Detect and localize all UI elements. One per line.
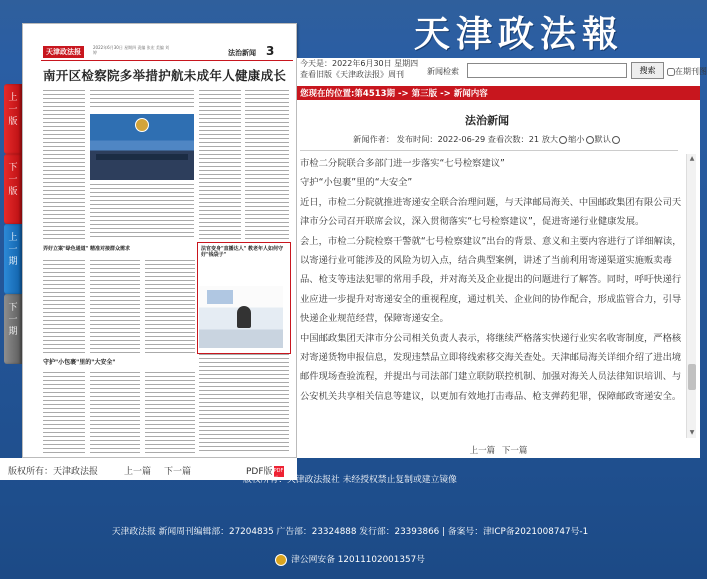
tab-char: 下 [8, 163, 18, 173]
article-prev-link[interactable]: 上一篇 [469, 446, 496, 456]
article-meta-text: 新闻作者： 发布时间：2022-06-29 查看次数：21 放大 [353, 134, 559, 144]
paper-headline: 南开区检察院多举措护航未成年人健康成长 [43, 68, 287, 83]
tab-char: 期 [8, 257, 18, 267]
tab-char: 版 [8, 187, 18, 197]
prev-page-tab[interactable] [4, 84, 22, 154]
breadcrumb: 您现在的位置:第4513期 -> 第三版 -> 新闻内容 [297, 86, 700, 100]
article-title: 法治新闻 [465, 114, 509, 127]
article-footer-nav [297, 444, 700, 456]
paper-section: 法治新闻 [228, 49, 256, 57]
site-footer [0, 475, 700, 579]
article-scrollbar[interactable] [686, 154, 696, 438]
search-button[interactable]: 搜索 [631, 62, 664, 79]
masthead-logo: 天津政法報 [414, 13, 625, 55]
tab-char: 版 [8, 117, 18, 127]
police-record-text: 津公网安备 12011102001357号 [291, 555, 425, 565]
tab-char: 一 [8, 315, 18, 325]
article-paragraph: 守护“小包裹”里的“大安全” [300, 177, 413, 189]
scroll-thumb[interactable] [688, 364, 696, 390]
paper-text-column [199, 90, 241, 240]
paper-meta: 2022年6月30日 星期四 责编 张宏 美编 刘婷 [93, 45, 170, 55]
search-label: 新闻检索 [427, 67, 459, 76]
article-next-link[interactable]: 下一篇 [501, 446, 528, 456]
tab-char: 一 [8, 105, 18, 115]
paper-text-column [199, 354, 289, 454]
today-date: 今天是：2022年6月30日 星期四 [300, 59, 419, 68]
newspaper-page-image[interactable] [22, 23, 297, 458]
zoom-out-radio[interactable] [586, 136, 594, 144]
next-page-tab[interactable] [4, 154, 22, 224]
paper-text-column [145, 372, 195, 454]
default-size-radio[interactable] [612, 136, 620, 144]
paper-logo: 天津政法报 [43, 46, 84, 58]
paper-text-column [90, 260, 140, 354]
paper-copyright: 版权所有：天津政法报 [8, 467, 99, 477]
prev-issue-tab[interactable] [4, 224, 22, 294]
article-paragraph: 会上，市检二分院检察干警就“七号检察建议”出台的背景、意义和主要内容进行了详细解读，以寄递行业可能涉及的风险为切入点，结合典型案例，讲述了当前利用寄递渠道实施贩卖毒品、枪支等违法犯罪的常用手段，并对海关及企业提出的问题进行了解答。同时，呼吁快递行业应进一步提升对寄递安全的重视程度，通过机关、企业间的协作配合，形成监管合力，引导快递企业规范经营，保障寄递安全。 [300, 235, 682, 325]
in-period-option[interactable] [667, 66, 707, 77]
old-paper-link[interactable]: 查看旧版《天津政法报》周刊 [300, 70, 404, 79]
scroll-down-icon[interactable]: ▼ [689, 429, 695, 436]
emblem-icon [135, 118, 149, 132]
paper-next-article-link[interactable]: 下一篇 [164, 467, 192, 477]
paper-subhead-2: 法官变身"直播达人" 教老年人如何守好"钱袋子" [201, 246, 283, 258]
paper-photo-live-stream [199, 286, 283, 348]
paper-prev-article-link[interactable]: 上一篇 [124, 467, 152, 477]
tab-char: 下 [8, 303, 18, 313]
article-divider [300, 150, 678, 151]
police-badge-icon [275, 554, 287, 566]
article-paragraph: 近日，市检二分院就推进寄递安全联合治理问题，与天津邮局海关、中国邮政集团有限公司天津市分公司召开联席会议，深入贯彻落实“七号检察建议”，促进寄递行业健康发展。 [300, 196, 682, 228]
scroll-up-icon[interactable]: ▲ [689, 155, 695, 162]
newspaper-panel [0, 0, 297, 477]
pdf-icon: PDF [274, 466, 284, 477]
pdf-label: PDF版 [246, 467, 273, 477]
paper-text-column [90, 184, 194, 240]
paper-text-column [90, 90, 194, 110]
paper-photo-desk [96, 154, 188, 160]
paper-text-column [145, 260, 195, 354]
tab-char: 期 [8, 327, 18, 337]
paper-page-number: 3 [266, 44, 275, 58]
footer-police-record[interactable] [0, 552, 700, 566]
search-input[interactable] [467, 63, 627, 78]
paper-photo-press-conference [90, 114, 194, 180]
date-info [300, 58, 418, 80]
next-issue-tab[interactable] [4, 294, 22, 364]
tab-char: 一 [8, 175, 18, 185]
article-paragraph: 市检二分院联合多部门进一步落实“七号检察建议” [300, 158, 505, 169]
footer-contacts: 天津政法报 新闻周刊编辑部：27204835 广告部：23324888 发行部：23393866 | 备案号：津ICP备2021008747号-1 [111, 527, 589, 537]
paper-subhead-1: 弄好立案"绿色通道" 精准对接群众需求 [43, 246, 130, 252]
paper-text-column [43, 260, 85, 354]
article-meta [297, 134, 677, 145]
paper-photo-person [237, 306, 251, 328]
paper-text-column [245, 90, 289, 240]
article-body [300, 154, 682, 438]
article-paragraph: 中国邮政集团天津市分公司相关负责人表示，将继续严格落实快递行业实名收寄制度，严格核对寄递货物申报信息，发现违禁品立即将线索移交海关查处。天津邮局海关详细介绍了进出境邮件现场查验流程，并提出与司法部门建立联防联控机制、加强对海关人员法律知识培训、与公安机关共享相关信息等建议，以更加有效地打击毒品、枪支弹药犯罪，保障邮政寄递安全。 [300, 332, 682, 402]
paper-text-column [43, 90, 85, 240]
default-size-label: 默认 [594, 134, 611, 144]
article-panel [297, 58, 707, 458]
footer-copyright: 版权所有：天津政法报社 未经授权禁止复制或建立镜像 [243, 475, 457, 485]
zoom-out-label: 缩小 [568, 134, 585, 144]
toolbar [297, 58, 707, 86]
paper-rule [41, 60, 293, 61]
paper-photo-screen [207, 290, 233, 304]
in-period-checkbox[interactable] [667, 68, 675, 76]
tab-char: 上 [8, 233, 18, 243]
tab-char: 上 [8, 93, 18, 103]
paper-text-column [90, 372, 140, 454]
paper-text-column [43, 372, 85, 454]
in-period-label: 在期刊图 [675, 67, 707, 76]
tab-char: 一 [8, 245, 18, 255]
zoom-in-radio[interactable] [559, 136, 567, 144]
paper-subhead-3: 守护"小包裹"里的"大安全" [43, 359, 116, 366]
